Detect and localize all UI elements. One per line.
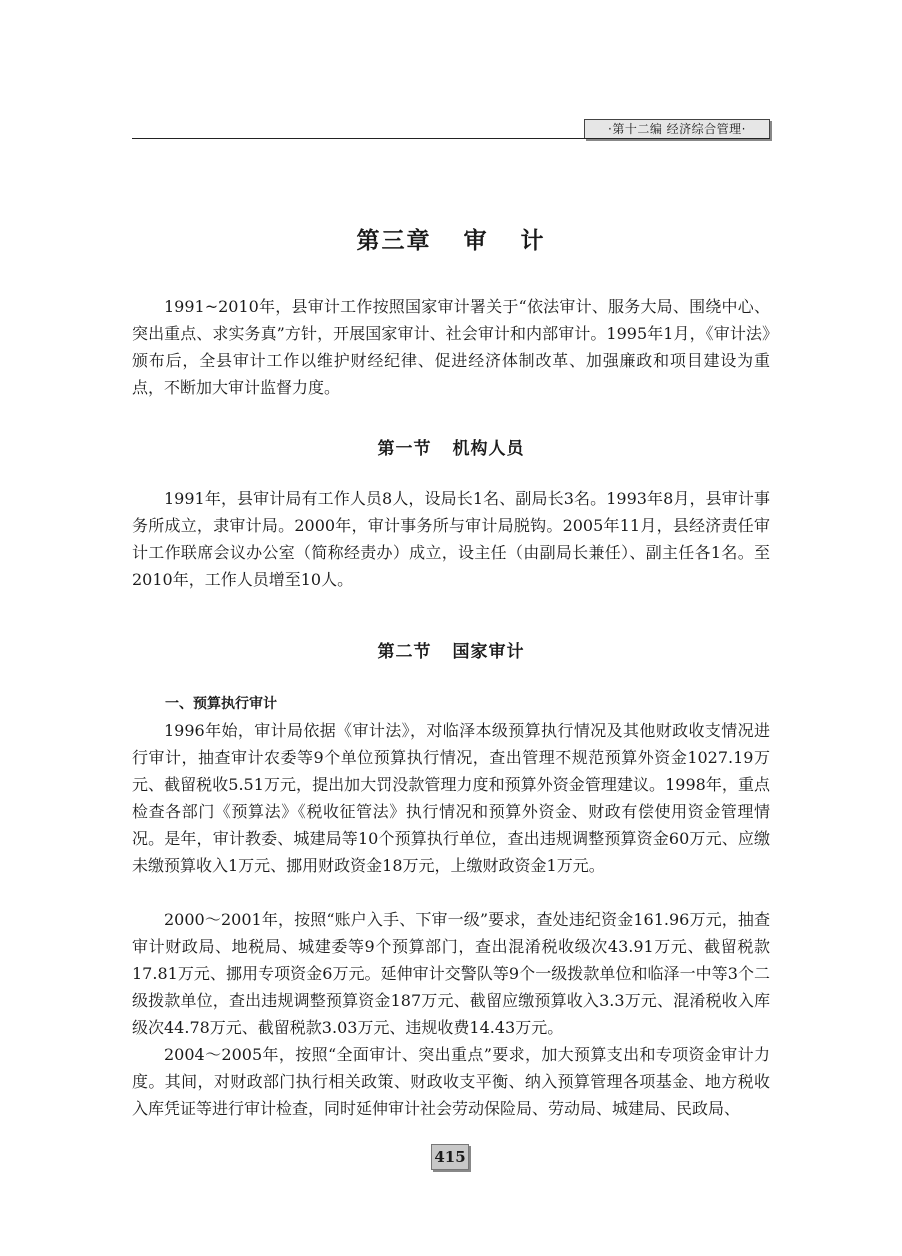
subheading-budget-execution-audit: 一、预算执行审计 (165, 696, 277, 712)
page-number: 415 (431, 1144, 469, 1170)
section1-paragraph: 1991年，县审计局有工作人员8人，设局长1名、副局长3名。1993年8月，县审计事务所成立，隶审计局。2000年，审计事务所与审计局脱钩。2005年11月，县经济责任审计工作联席会议办公室（简称经责办）成立，设主任（由副局长兼任）、副主任各1名。至2010年，工作人员增至10人。 (132, 489, 770, 589)
section2-paragraph-3: 2004～2005年，按照“全面审计、突出重点”要求，加大预算支出和专项资金审计力度。其间，对财政部门执行相关政策、财政收支平衡、纳入预算管理各项基金、地方税收入库凭证等进行审计检查，同时延伸审计社会劳动保险局、劳动局、城建局、民政局、 (132, 1045, 770, 1118)
section2-paragraph-2: 2000～2001年，按照“账户入手、下审一级”要求，查处违纪资金161.96万元，抽查审计财政局、地税局、城建委等9个预算部门，查出混淆税收级次43.91万元、截留税款17.81万元、挪用专项资金6万元。延伸审计交警队等9个一级拨款单位和临泽一中等3个二级拨款单位，查出违规调整预算资金187万元、截留应缴预算收入3.3万元、混淆税收入库级次44.78万元、截留税款3.03万元、违规收费14.43万元。 (132, 910, 770, 1037)
header-rule (132, 138, 770, 139)
section-title-organization: 第一节 机构人员 (377, 439, 525, 459)
chapter-title: 第三章 审 计 (356, 228, 546, 254)
section-title-state-audit: 第二节 国家审计 (377, 642, 525, 662)
section2-paragraph-1: 1996年始，审计局依据《审计法》，对临泽本级预算执行情况及其他财政收支情况进行审计，抽查审计农委等9个单位预算执行情况，查出管理不规范预算外资金1027.19万元、截留税收5.51万元，提出加大罚没款管理力度和预算外资金管理建议。1998年，重点检查各部门《预算法》《税收征管法》执行情况和预算外资金、财政有偿使用资金管理情况。是年，审计教委、城建局等10个预算执行单位，查出违规调整预算资金60万元、应缴未缴预算收入1万元、挪用财政资金18万元，上缴财政资金1万元。 (132, 721, 770, 875)
chapter-intro-paragraph: 1991~2010年，县审计工作按照国家审计署关于“依法审计、服务大局、围绕中心、突出重点、求实务真”方针，开展国家审计、社会审计和内部审计。1995年1月，《审计法》颁布后，全县审计工作以维护财经纪律、促进经济体制改革、加强廉政和项目建设为重点，不断加大审计监督力度。 (132, 297, 770, 397)
running-header-tag: ·第十二编 经济综合管理· (584, 119, 770, 139)
